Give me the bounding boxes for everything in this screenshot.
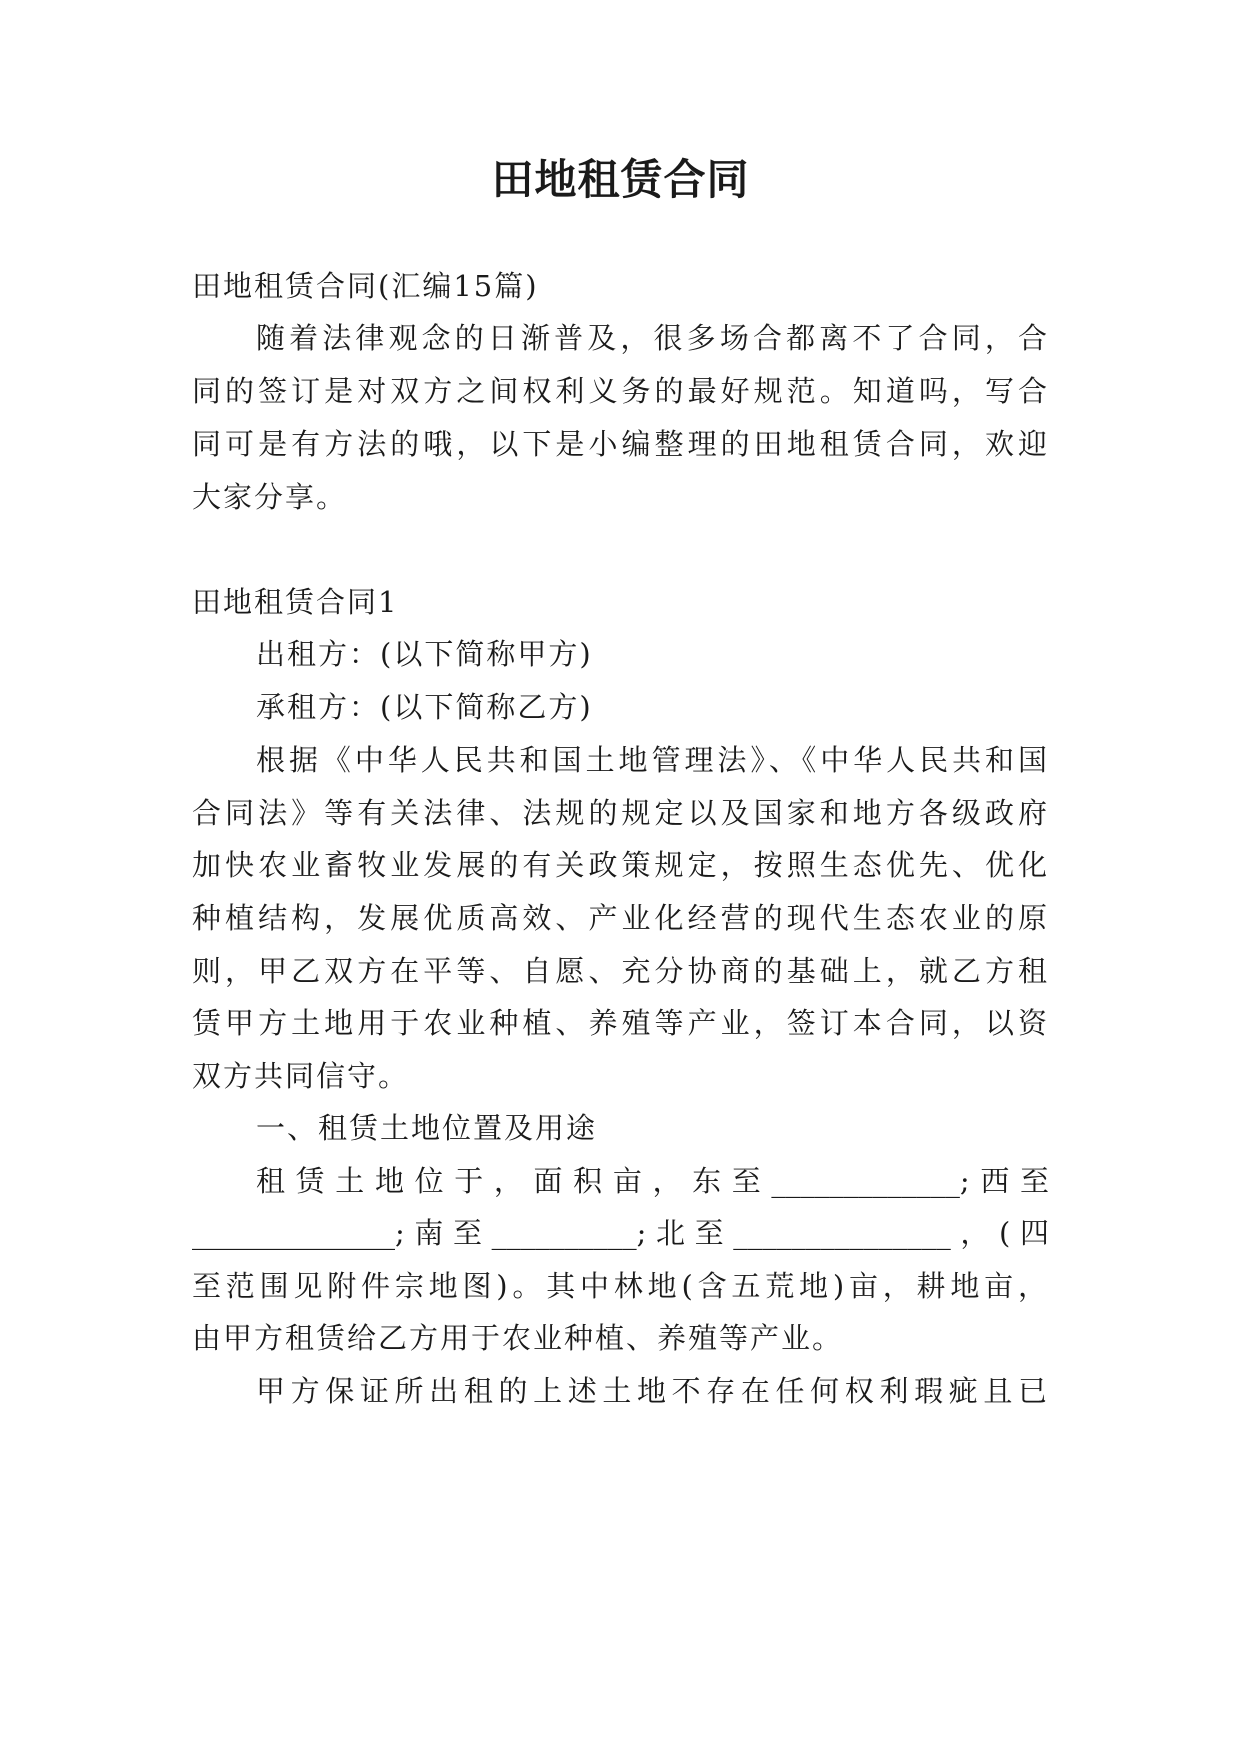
contract-heading: 田地租赁合同1 xyxy=(192,585,399,619)
lessor-line: 出租方：(以下简称甲方) xyxy=(256,637,593,671)
intro-line-3: 同可是有方法的哦，以下是小编整理的田地租赁合同，欢迎 xyxy=(192,427,1049,461)
intro-line-2: 同的签订是对双方之间权利义务的最好规范。知道吗，写合 xyxy=(192,374,1049,408)
basis-line-4: 种植结构，发展优质高效、产业化经营的现代生态农业的原 xyxy=(192,901,1049,935)
section-one-heading: 一、租赁土地位置及用途 xyxy=(256,1111,598,1145)
location-line-4: 由甲方租赁给乙方用于农业种植、养殖等产业。 xyxy=(192,1321,844,1355)
location-line-3: 至范围见附件宗地图)。其中林地(含五荒地)亩，耕地亩， xyxy=(192,1269,1049,1303)
location-line-1: 租赁土地位于，面积亩，东至_____________;西至 xyxy=(256,1164,1049,1198)
location-line-2: ______________;南至__________;北至_______________，(四 xyxy=(192,1216,1049,1250)
basis-line-2: 合同法》等有关法律、法规的规定以及国家和地方各级政府 xyxy=(192,796,1049,830)
document-title: 田地租赁合同 xyxy=(491,155,750,204)
basis-line-5: 则，甲乙双方在平等、自愿、充分协商的基础上，就乙方租 xyxy=(192,954,1049,988)
lessee-line: 承租方：(以下简称乙方) xyxy=(256,690,593,724)
basis-line-3: 加快农业畜牧业发展的有关政策规定，按照生态优先、优化 xyxy=(192,848,1049,882)
guarantee-line: 甲方保证所出租的上述土地不存在任何权利瑕疵且已 xyxy=(256,1374,1049,1408)
intro-line-4: 大家分享。 xyxy=(192,480,348,514)
collection-heading: 田地租赁合同(汇编15篇) xyxy=(192,269,539,303)
intro-line-1: 随着法律观念的日渐普及，很多场合都离不了合同，合 xyxy=(256,321,1049,355)
basis-line-1: 根据《中华人民共和国土地管理法》、《中华人民共和国 xyxy=(256,743,1049,777)
basis-line-6: 赁甲方土地用于农业种植、养殖等产业，签订本合同，以资 xyxy=(192,1006,1049,1040)
basis-line-7: 双方共同信守。 xyxy=(192,1059,410,1093)
